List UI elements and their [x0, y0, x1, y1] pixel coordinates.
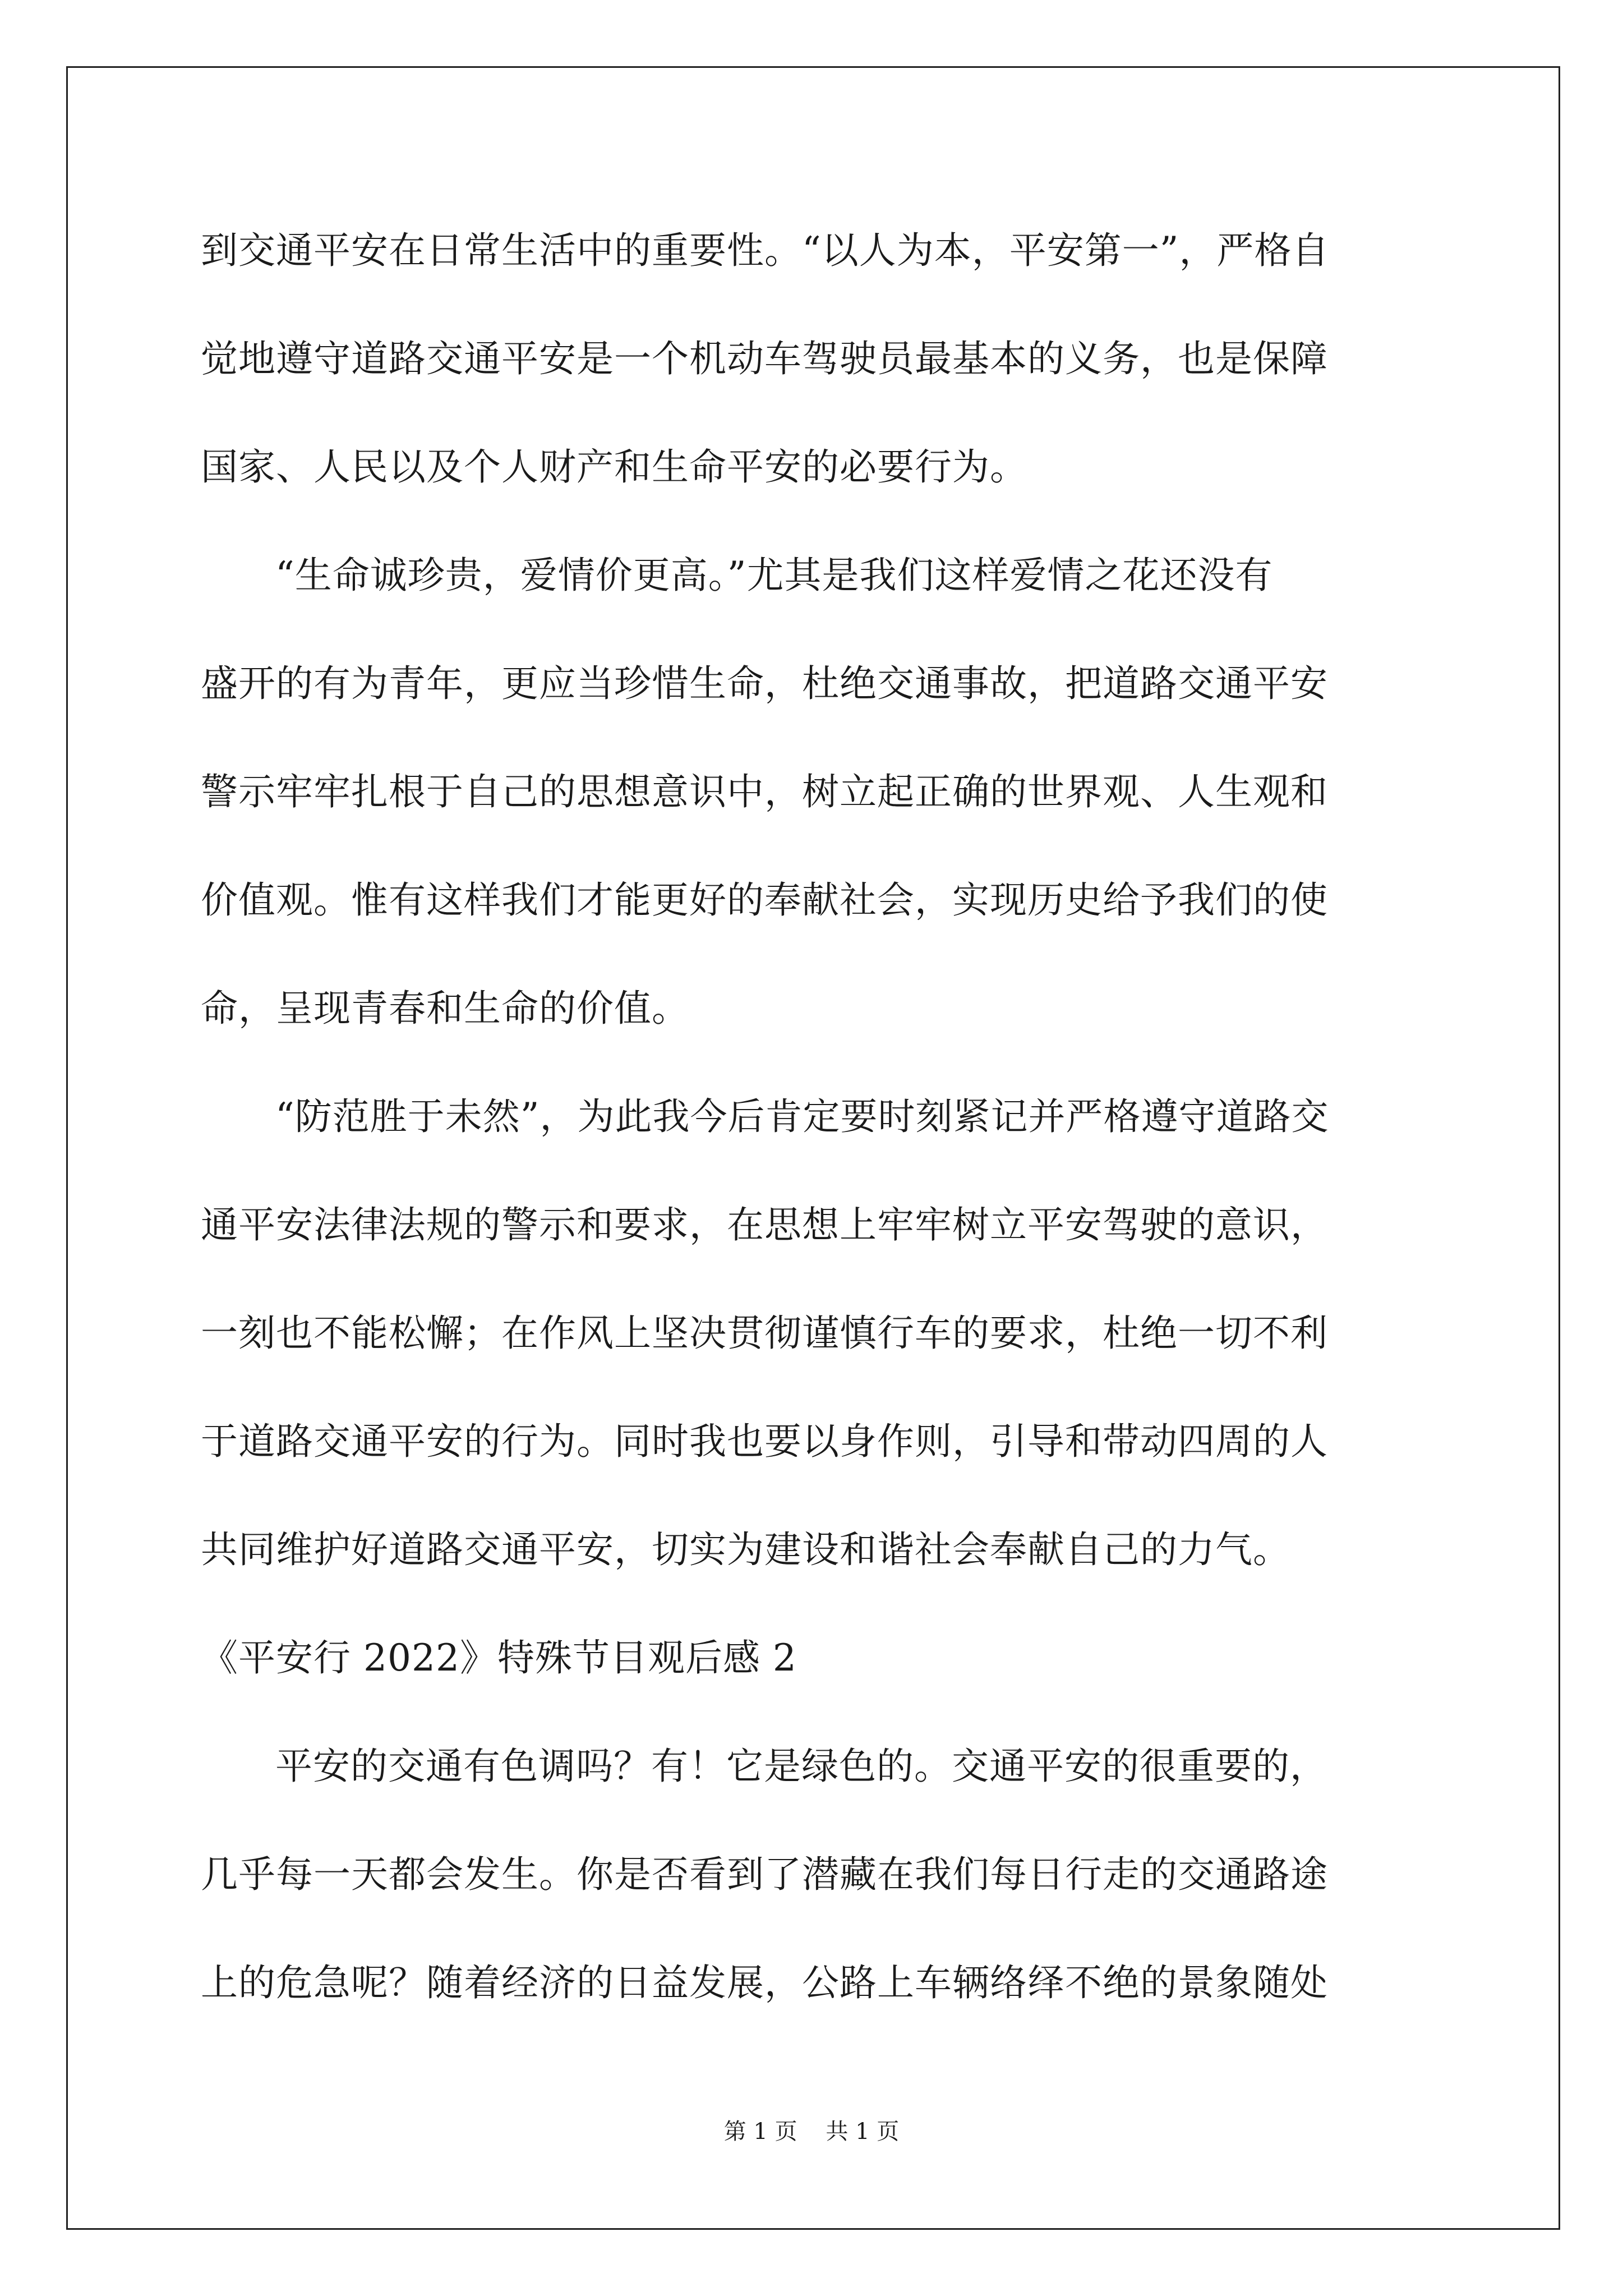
text-line-10: 通平安法律法规的警示和要求，在思想上牢牢树立平安驾驶的意识，: [201, 1203, 1328, 1246]
text-line-13: 共同维护好道路交通平安，切实为建设和谐社会奉献自己的力气。: [201, 1528, 1290, 1571]
text-line-12: 于道路交通平安的行为。同时我也要以身作则，引导和带动四周的人: [201, 1420, 1328, 1463]
text-line-4: “生命诚珍贵，爱情价更高。”尤其是我们这样爱情之花还没有: [275, 554, 1273, 597]
text-line-2: 觉地遵守道路交通平安是一个机动车驾驶员最基本的义务，也是保障: [201, 337, 1328, 380]
text-line-7: 价值观。惟有这样我们才能更好的奉献社会，实现历史给予我们的使: [201, 878, 1328, 922]
text-line-8: 命，呈现青春和生命的价值。: [201, 987, 689, 1030]
text-line-17: 上的危急呢？随着经济的日益发展，公路上车辆络绎不绝的景象随处: [201, 1961, 1328, 2004]
text-line-16: 几乎每一天都会发生。你是否看到了潜藏在我们每日行走的交通路途: [201, 1853, 1328, 1896]
section-heading: 《平安行 2022》特殊节目观后感 2: [201, 1636, 797, 1680]
text-line-5: 盛开的有为青年，更应当珍惜生命，杜绝交通事故，把道路交通平安: [201, 662, 1328, 705]
text-line-15: 平安的交通有色调吗？有！它是绿色的。交通平安的很重要的，: [275, 1745, 1327, 1788]
text-line-6: 警示牢牢扎根于自己的思想意识中，树立起正确的世界观、人生观和: [201, 770, 1328, 813]
text-line-3: 国家、人民以及个人财产和生命平安的必要行为。: [201, 445, 1027, 489]
document-body: [201, 196, 1429, 2037]
page-number-footer: 第 1 页 共 1 页: [723, 2119, 900, 2145]
text-line-11: 一刻也不能松懈；在作风上坚决贯彻谨慎行车的要求，杜绝一切不利: [201, 1312, 1328, 1355]
text-line-9: “防范胜于未然”，为此我今后肯定要时刻紧记并严格遵守道路交: [275, 1095, 1329, 1138]
text-line-1: 到交通平安在日常生活中的重要性。“以人为本，平安第一”，严格自: [201, 229, 1330, 272]
